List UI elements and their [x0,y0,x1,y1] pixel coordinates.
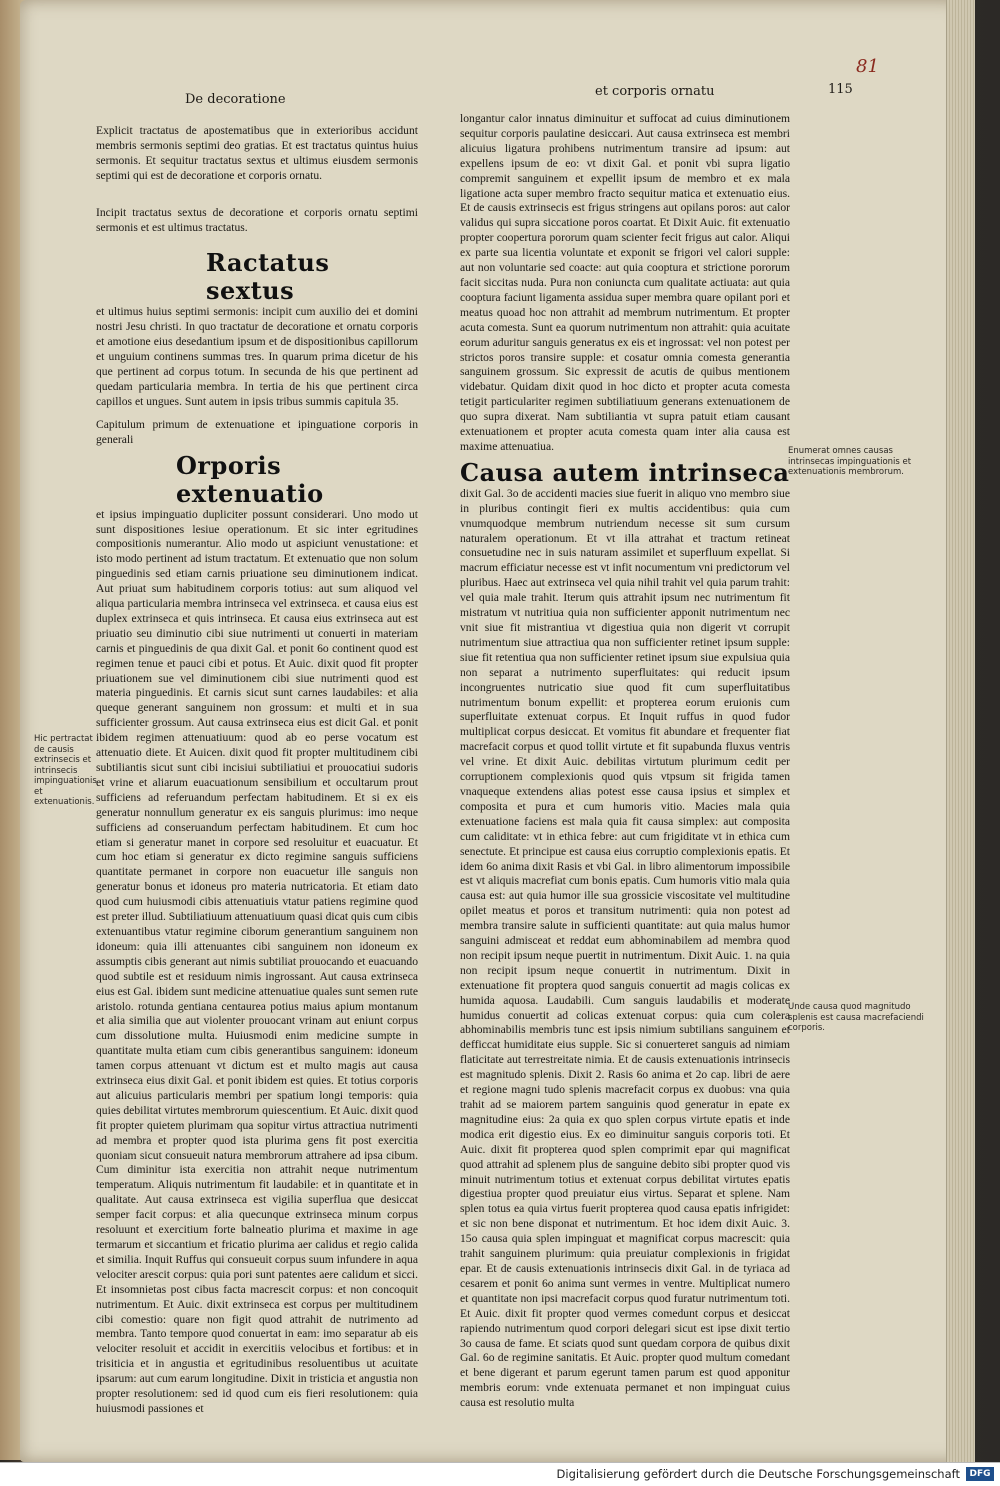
footer-credit: Digitalisierung gefördert durch die Deutsche Forschungsgemeinschaft [556,1467,960,1481]
right-margin-note-2: Unde causa quod magnitudo splenis est causa macrefaciendi corporis. [788,1002,924,1033]
right-text-column [460,112,790,1410]
tractatus-intro-paragraph: et ultimus huius septimi sermonis: incipit cum auxilio dei et domini nostri Jesu christi. In quo tractatur de decoratione et ornatu corporis et amotione eius desedantium ipsum et de dispositionibus capillorum et unguium continens summas tres. In quarum prima dicetur de his que pertinent ad corpus totum. In secunda de his que pertinent ad quedam particularia membra. In tertia de his que pertinent circa capillos et ungues. Sunt autem in ipsis tribus summis capitula 35. [96,305,418,408]
explicit-paragraph: Explicit tractatus de apostematibus que in exterioribus accidunt membris sermonis septimi deo gratias. Et est tractatus quintus huius sermonis. Et sequitur tractatus sextus et ultimus eiusdem sermonis septimi qui est de decoratione et corporis ornatu. [96,124,418,182]
book-page [20,0,975,1462]
right-continuation-paragraph: longantur calor innatus diminuitur et suffocat ad cuius diminutionem sequitur corporis paulatine desiccari. Aut causa extrinseca est membri alicuius ligatura prohibens nutrimentum transire ad ipsum: aut expellens ipsum de eo: vt dixit Gal. et ponit vbi supra ligatio compremit sanguinem et expellit ipsum de membro et ex mala ligatione acta super membro fracto sequitur matica et extenuatio eius. Et de causis extrinsecis est frigus stringens aut opilans poros: aut calor validus qui supra siccatione poros coartat. Et Dixit Auic. fit extenuatio propter coopertura pororum quam scienter fecit frigus aut calor. Aliqui ex parte sua licentia voluntate et exponit se frigori vel calori supple: aut non voluntarie sed coacte: aut quia cooptura et strictione pororum facit siccitas nuda. Pura non coniuncta cum qualitate actiuata: aut quia cooptura faciunt ligamenta assidua super membra quare opilant pori et meatus quoad hoc non attrahit ad membrum nutrimentum. Et propter acuta comesta. Sunt ea quorum nutrimentum non attrahit: quia acuitate eorum aduritur sanguis generatus ex eis et ingrossat: vel non potest per strictos poros transire supple: et cosatur omnia comesta generantia sanguinem grossum. Sic expressit de acutis de quibus mentionem videbatur. Quidam dixit quod in hoc dicto et propter acuta comesta tetigit particulariter regimen subtiliatiuum generans extenuationem de quo supra dixerat. Nam subtiliantia vt supra patuit etiam causant extenuationem et propter acuta comesta quam inter alia causa est maxime attenuatiua. [460,112,790,453]
handwritten-folio: 81 [856,56,879,77]
tractatus-heading: Ractatus sextus [206,248,330,306]
causa-intrinseca-heading: Causa autem intrinseca [460,457,790,487]
incipit-paragraph: Incipit tractatus sextus de decoratione et corporis ornatu septimi sermonis et est ultimus tractatus. [96,205,418,234]
chapter-heading: Orporis extenuatio [176,450,324,508]
left-margin-note: Hic pertractat de causis extrinsecis et intrinsecis impinguationis et extenuationis. [34,734,97,807]
footer-bar [0,1462,1000,1486]
chapter-rubric: Capitulum primum de extenuatione et ipinguatione corporis in generali [96,417,418,446]
dfg-logo-icon: DFG [966,1467,994,1481]
chapter-body-left: et ipsius impinguatio dupliciter possunt considerari. Uno modo ut sunt dispositiones lesiue operationum. Et sic inter egritudines compositionis numerantur. Alio modo ut aspiciunt venustatione: et isto modo pertinent ad istum tractatum. Et extenuatio que non solum pinguedinis sed etiam carnis priuatione seu diminutionem indicat. Aut priuat sum habitudinem corporis totius: aut sum aliquod vel aliqua particularia membra intrinseca vel extrinseca. et causa eius est duplex extrinseca et quis intrinseca. Et causa eius extrinseca aut est priuatio seu diminutio cibi siue nutrimenti ut conuerti in materiam carnis et pinguedinis de qua dixit Gal. et ponit 6o continent quod est regimen tenue et pauci cibi et potus. Et Auic. dixit quod fit propter priuationem sue vel diminutionem cibi siue nutrimenti quod est materia pinguedinis. Et carnis sicut sunt carnes laudabiles: et alia queque generant sanguinem non grossum: et multi et in sua sufficienter grossum. Aut causa extrinseca eius est dicit Gal. et ponit ibidem regimen attenuatiuum: quod ab eo perse vocatum est attenuatio diete. Et Auicen. dixit quod fit propter multitudinem cibi subtiliantis sicut sunt cibi incisiui subtiliatiui et prouocatiui sudoris et vrine et aliarum euacuationum sensibilium et occultarum prout sufficiens ad referuandum perfectam habitudinem. Et si ex eis generatur nonnullum generatur ex eis sanguis plurimus: imo neque sufficiens ad conseruandum perfectam habitudinem. Et cum hoc etiam si generatur manet in corpore sed resoluitur et euacuatur. Et cum hoc etiam si generatur ex dicto regimine sanguis sufficiens quantitate permanet in corpore non euacuetur ille sanguis non generatur bonus et idoneus pro materia nutricatoria. Et etiam dato quod cum huiusmodi cibis attenuatiuis vtatur patiens regimine quod est preter illud. Subtiliatiuum attenuatiuum quasi dicat quis cum cibis extenuantibus vtatur regimine ciborum generantium sanguinem non idoneum: quia illi attenuantes cibi sanguinem non idoneum ex assumptis cibis generant aut nimis subtiliat prouocando et euacuando quod subtile est et residuum nimis ingrossant. Aut causa extrinseca eius est Gal. ibidem sunt medicine attenuatiue quales sunt semen rute aristolo. rotunda gentiana centaurea potius maius apium montanum et alia similia que aut violenter prouocant vrinam aut eniunt corpus cum dissolutione multa. Huiusmodi enim medicine sumpte in quantitate multa etiam cum cibis generantibus sanguinem: idoneum tamen corpus attenuant vt dictum est et multo magis aut causa extrinseca eius dixit Gal. et ponit ibidem est quies. Et totius corporis aut alicuius particularis membri per spatium longi temporis: quia quies debilitat virtutes membrorum quiescentium. Et Auic. dixit quod fit propter quietem plurimam qua sopitur virtus attractiua nutrimenti ad membra et propter quod ista plurima gens fit post exercitia quoniam sicut consueuit natura membrorum attrahere ad ipsa cibum. Cum diminitur ista exercitia non attrahit neque nutrimentum temperatum. Aliquis nutrimentum fit laudabile: et in quantitate et in qualitate. Aut causa extrinseca est vigilia superflua que desiccat semper facit corpus: et alia quecunque extrinseca minum corpus resoluunt et exercitium forte balneatio plurima et maxime in age termarum et siccantium et fricatio plurima aer calidus et regio calida et similia. Inquit Ruffus qui consueuit corpus suum infundere in aqua velociter arescit corpus: quia pori sunt patentes aere calidum et sicci. Et insomnietas post cibus facta macrescit corpus: et non concoquit nutrimentum. Et Auic. dixit extrinseca est corpus per multitudinem cibi comestio: quare non figit quod attrahit de nutrimento ad membra. Tanto tempore quod conuertat in eam: imo separatur ab eis velociter resoluit et accidit in exercitiis velocibus et fortibus: et in trisiticia et in angustia et egritudinibus resoluentibus ut acuitate ipsarum: aut cum earum longitudine. Dixit in tristicia et angustia non propter resolutionem: sed id quod cum eis fieri resolutionem: quia huiusmodi passiones et [96,507,418,1415]
left-text-column [96,124,418,1415]
folio-number: 115 [828,82,853,97]
right-body-paragraph: dixit Gal. 3o de accidenti macies siue fuerit in aliquo vno membro siue in pluribus contingit fieri ex multis accidentibus: quia cum vnumquodque membrum nutriendum necesse sit sum cursum naturalem operationum. Et vt illa attrahat et tractum retineat consuetudine nec in suis naturam assimilet et superfluum expellat. Si macrum efficiatur necesse est vt infit nocumentum vni predictorum vel pluribus. Haec aut extrinseca vel quia nihil trahit vel quia parum trahit: vel quia male trahit. Iterum quis attrahit ipsum nec nutrimentum fit mistratum vt nutritiua quia non sufficienter apponit nutrimentum nec vnit siue fit mistrantiua vt digestiua quia non digerit vt corrupit nutrimentum siue attractiua qua non sufficienter retinet ipsum supple: siue fit retentiua qua non sufficienter retinet ipsum siue expulsiua quia non separat a nutrimento superfluitates: qui reducit ipsum incongruentes nutricatio siue quod fit cum superfluitatibus nutrimentum bonum expellit: et propterea eorum eruionis cum superfluitate extenuat corpus. Et Inquit ruffus in quod fudor multiplicat corpus desiccat. Et vomitus fit abundare et frequenter fiat macrefacit corpus et quod tollit virtute et fit supabunda fluxus ventris vel vrine. Et dixit Auic. debilitas virtutum plurimum cedit per corruptionem complexionis quod quis vtpsum sit frigida tamen vnaqueque extendens alias potest esse causa ipsius et simplex et composita et pura et cum humoris vitio. Macies mala quia extenuatione faciens est mala quia fit causa simplex: aut composita cum caliditate: vt in ethica febre: aut cum frigiditate vt in ethica cum senectute. Et principue est causa eius corruptio complexionis epatis. Et idem 6o anima dixit Rasis et vbi Gal. in libro alimentorum impossibile est vt aliquis macrefiat cum bonis epatis. Cum humoris vitio mala quia causa est: aut quia humor ille sua grossicie viscositate vel multitudine opilet meatus et poros et transitum nutrimenti: quia non potest ad membra transire salute in sufficienti quantitate: aut quia malus humor sanguini admisceat et reddat eum abhominabilem ad membra quod non recipit ipsum neque puertit in nutrimentum. Dixit Auic. 1. na quia non recipit ipsum neque conuertit in nutrimentum. Dixit in extenuatione fit proptera quod sanguis conuertit ad magis colicas ex humida aquosa. Laudabili. Cum sanguis laudabilis et moderate humidus conuertit ad colicas extenuat corpus: quia cum colera abhominabilis membris tunc est ipsis nimium subtilians sanguinem et defficcat humiditate eius supple. Sic si conuerteret sanguis ad nimiam flaticitate aut terrestreitate nimia. Et de causis extenuationis intrinsecis est magnitudo splenis. Dixit 2. Rasis 6o anima et 2o cap. libri de aere et regione magni tudo splenis macrefacit corpus ex duobus: vna quia trahit ad se maiorem partem sanguinis quod generatur in epate ex magnitudine eius: 2a quia ex quo splen corpus virtute epatis et inde modica erit digestio eius. Ex eo diminuitur sanguis corporis toti. Et Auic. dixit fit propterea quod splen comprimit epar qui magnificat quod attrahit ad splenem plus de sanguine debito sibi propter quod vis minuit nutrimentum totius et extenuat corpus debilitat virtutes epatis digestiua propter quod preuiatur eius virtus. Separat et splene. Nam splen totus ea quia virtus fuerit propterea quod causa epatis infrigidet: et sic non bene disponat et nutrimentum. Et hoc idem dixit Auic. 3. 15o causa quia splen impinguat et magnificat corpus macrescit: quia trahit sanguinem plurimum: quia preuiatur complexionis in frigidat epar. Et de causis extenuationis intrinsecis dixit Gal. in de tyriaca ad cesarem et ponit 6o anima sunt vermes in ventre. Multiplicat numero et quantitate non ipsi macrefacit corpus quod furatur nutrimentum toti. Et Auic. dixit fit propter quod vermes comedunt corpus et desiccat rapiendo nutrimentum quod corpori delegari sicut est ipse dixit tertio 3o causa de fame. Et sciats quod sunt quedam corpora de quibus dixit Gal. 6o de regimine sanitatis. Et Auic. propter quod multum comedant et bene digerant et parum egerunt tamen parum est quod apponitur membris eorum: vnde extenuata permanet et non impinguat cuius causa est resolutio multa [460,486,790,1410]
right-margin-note-1: Enumerat omnes causas intrinsecas impinguationis et extenuationis membrorum. [788,446,912,477]
page-stack-edge [946,0,975,1462]
running-head-left: De decoratione [185,92,286,107]
running-head-center: et corporis ornatu [595,84,715,99]
